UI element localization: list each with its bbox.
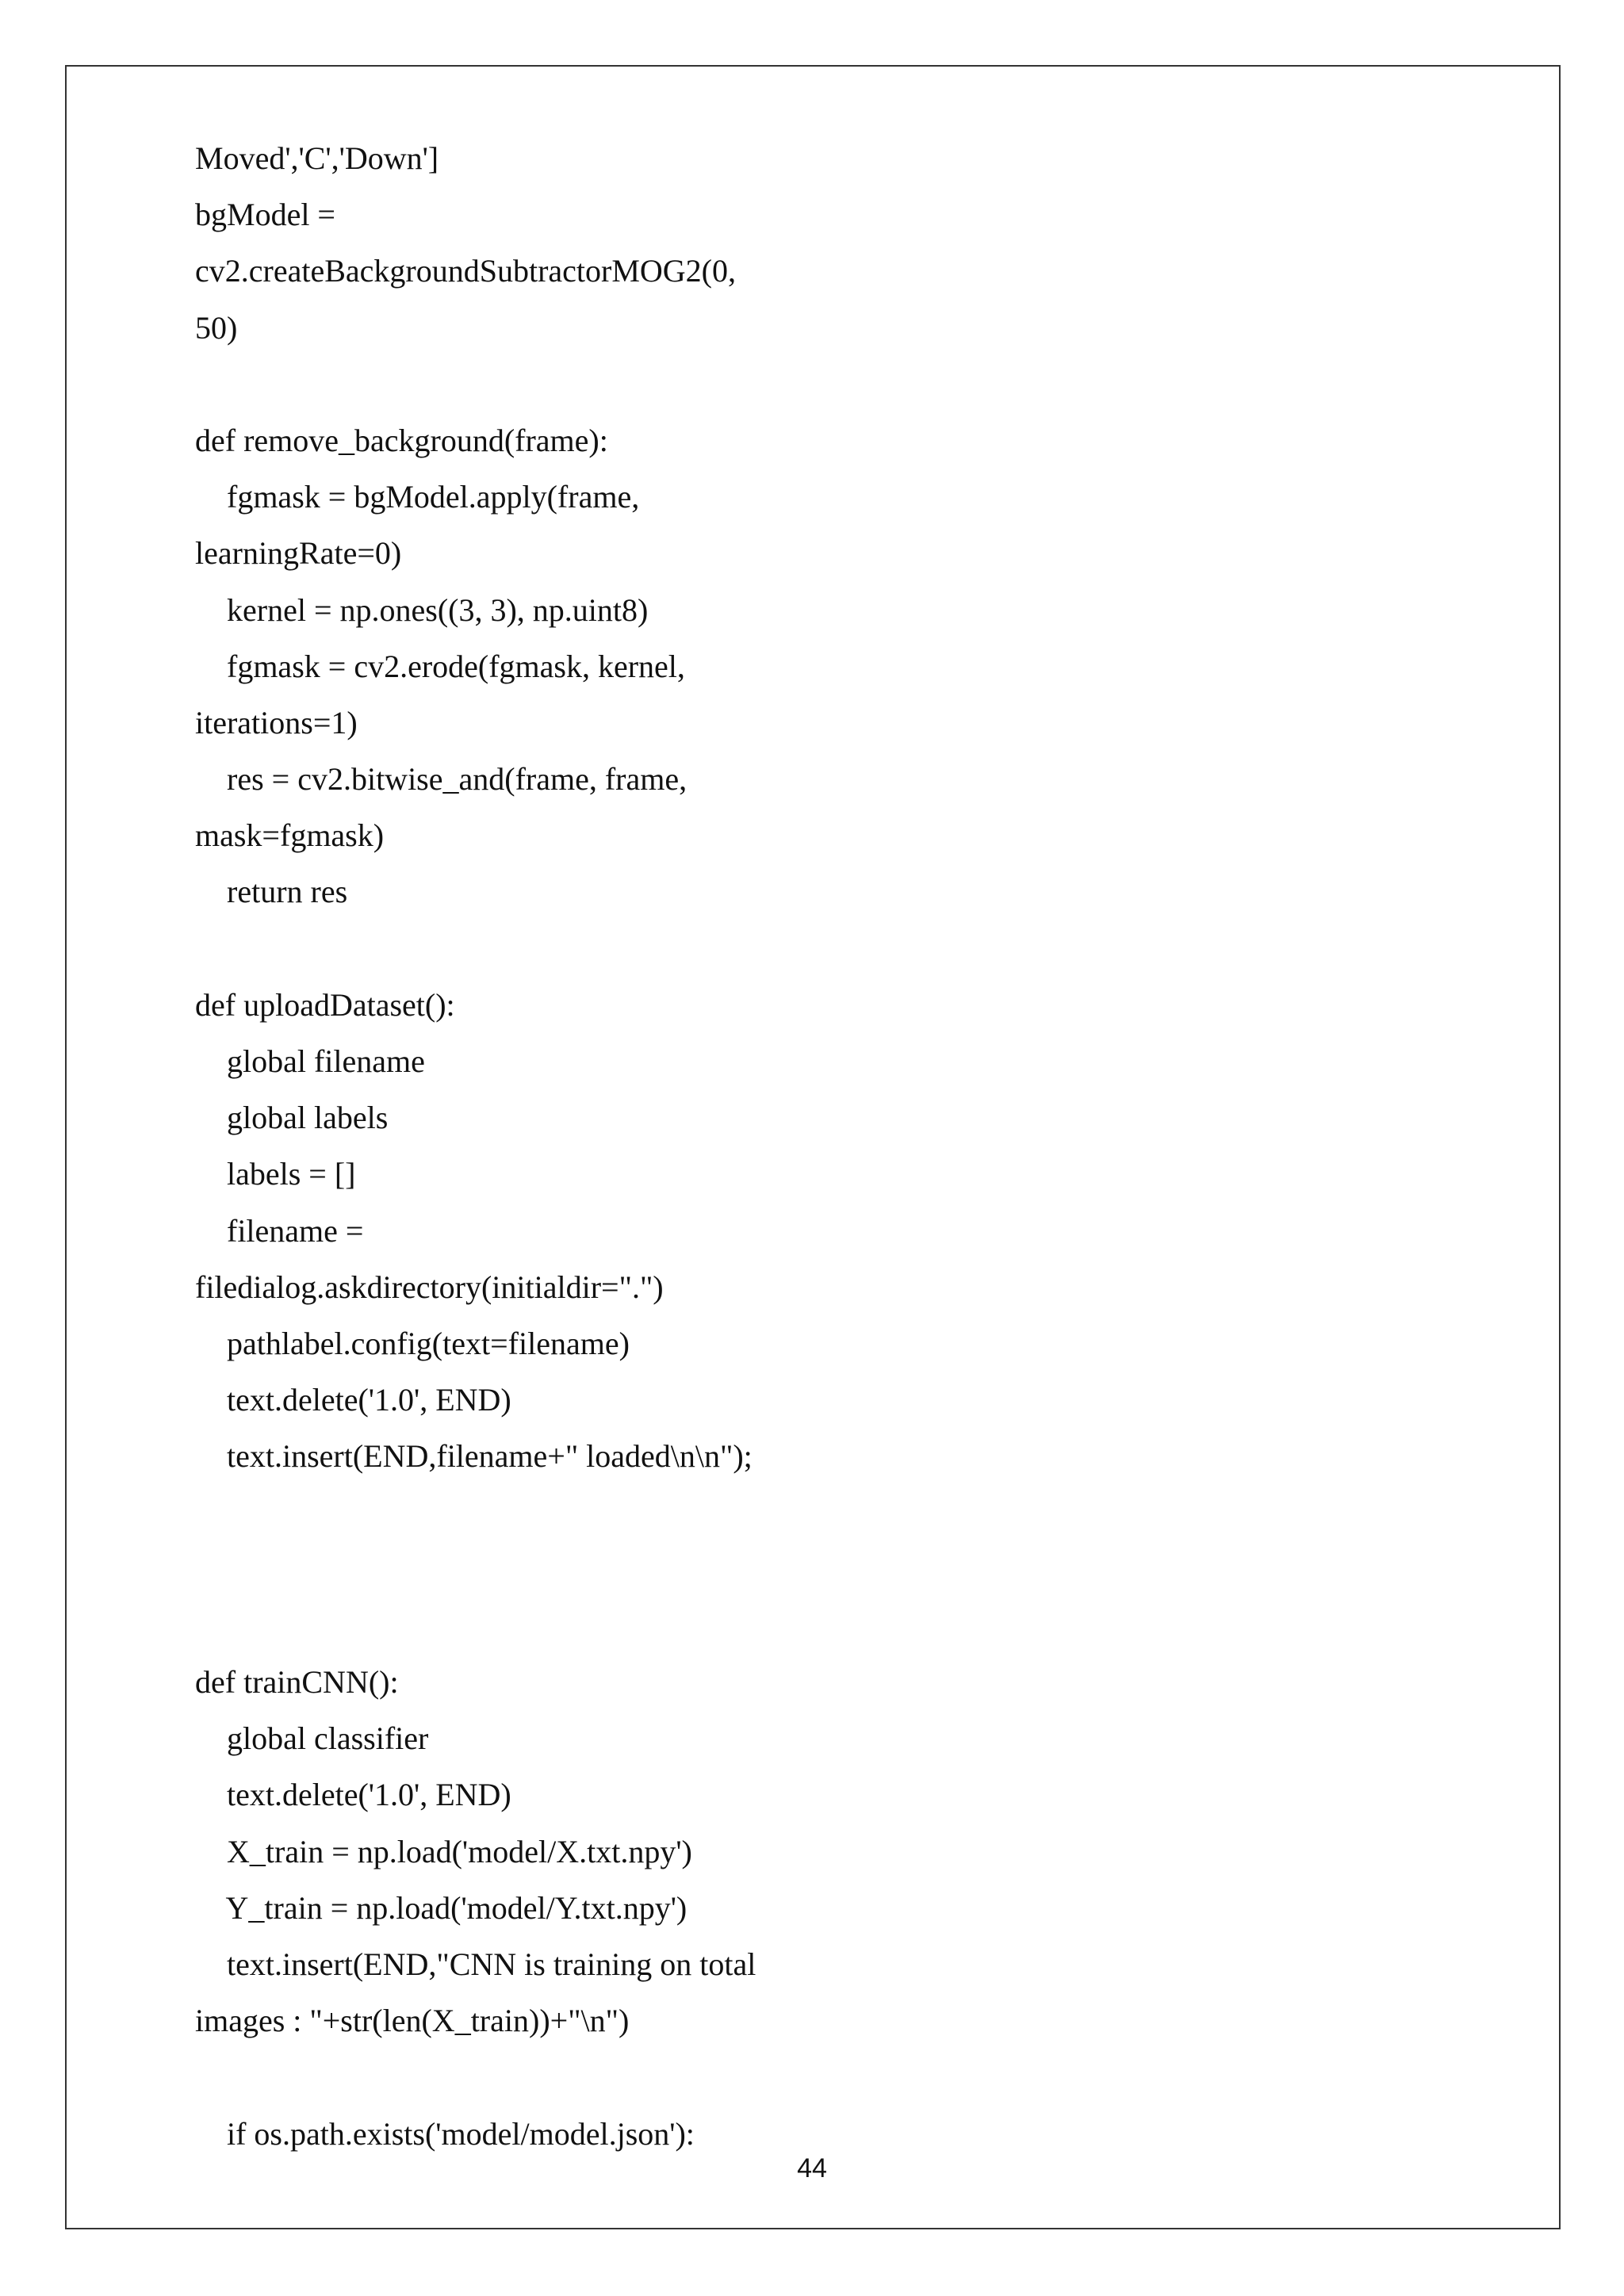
code-line: images : "+str(len(X_train))+"\n")	[195, 2003, 630, 2039]
code-line	[195, 1485, 1543, 1541]
code-line: global classifier	[195, 1720, 429, 1757]
code-line	[195, 920, 1543, 977]
code-line: if os.path.exists('model/model.json'):	[195, 2115, 695, 2152]
code-line: filename =	[195, 1212, 364, 1249]
code-line: X_train = np.load('model/X.txt.npy')	[195, 1833, 692, 1869]
code-line	[195, 356, 1543, 412]
code-line: iterations=1)	[195, 704, 358, 740]
code-line: text.delete('1.0', END)	[195, 1382, 511, 1418]
code-line: kernel = np.ones((3, 3), np.uint8)	[195, 591, 649, 628]
code-line: pathlabel.config(text=filename)	[195, 1325, 630, 1361]
code-line: learningRate=0)	[195, 535, 402, 572]
code-line	[195, 1541, 1543, 1598]
code-line: mask=fgmask)	[195, 817, 385, 854]
code-listing	[195, 130, 1543, 2162]
code-line: text.insert(END,"CNN is training on total	[195, 1946, 756, 1982]
code-line: fgmask = cv2.erode(fgmask, kernel,	[195, 648, 685, 684]
code-line: Moved','C','Down']	[195, 140, 439, 176]
code-line: 50)	[195, 309, 238, 346]
code-line	[195, 2049, 1543, 2105]
code-line: text.insert(END,filename+" loaded\n\n");	[195, 1438, 753, 1475]
code-line: return res	[195, 874, 348, 910]
code-line: cv2.createBackgroundSubtractorMOG2(0,	[195, 253, 736, 289]
code-line	[195, 1598, 1543, 1654]
code-line: text.delete('1.0', END)	[195, 1777, 511, 1813]
code-line: filedialog.askdirectory(initialdir=".")	[195, 1269, 664, 1305]
code-line: res = cv2.bitwise_and(frame, frame,	[195, 761, 688, 798]
code-line: Y_train = np.load('model/Y.txt.npy')	[195, 1889, 688, 1926]
code-line: def uploadDataset():	[195, 986, 455, 1023]
code-line: global filename	[195, 1043, 425, 1079]
code-line: def remove_background(frame):	[195, 422, 608, 458]
code-line: fgmask = bgModel.apply(frame,	[195, 479, 640, 515]
code-line: def trainCNN():	[195, 1664, 399, 1701]
page-number: 44	[797, 2153, 827, 2183]
code-line: bgModel =	[195, 197, 335, 233]
code-line: labels = []	[195, 1156, 356, 1192]
code-line: global labels	[195, 1100, 389, 1136]
